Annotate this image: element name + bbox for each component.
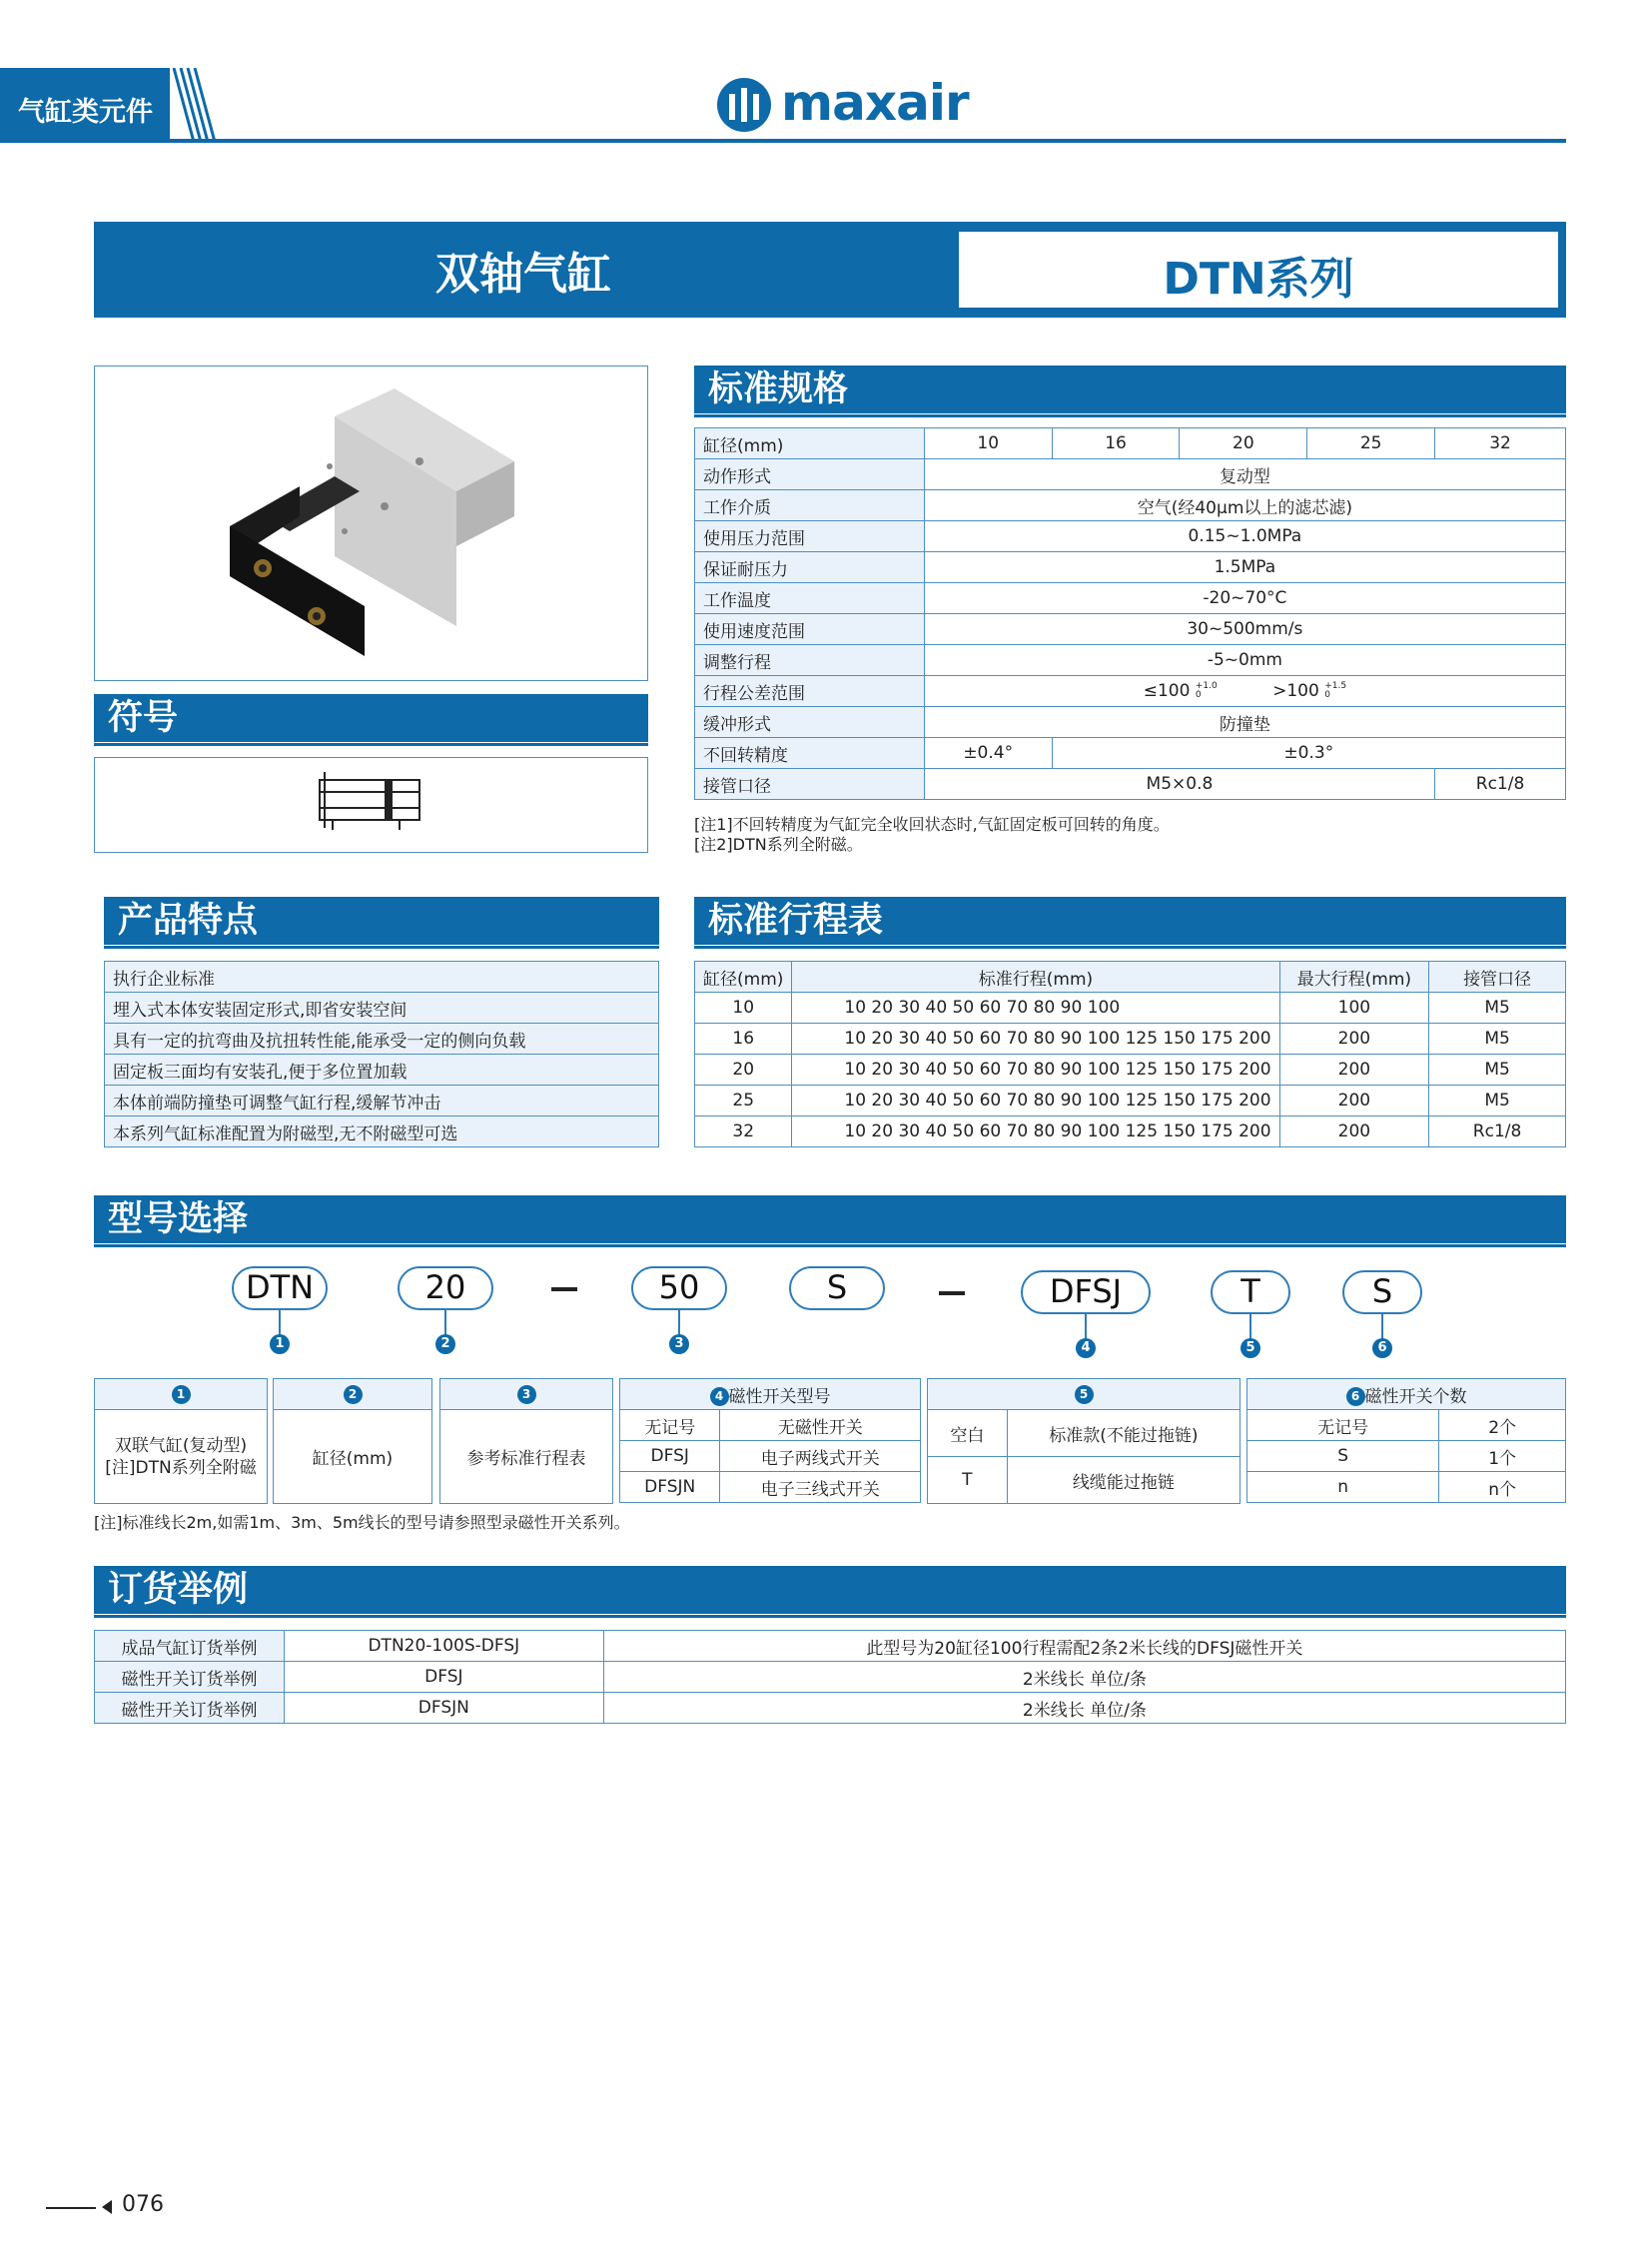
spec-row — [695, 583, 1566, 614]
model-col2-table — [273, 1378, 432, 1504]
series-title: DTN系列 — [1163, 254, 1354, 305]
feature-item: 本体前端防撞垫可调整气缸行程,缓解节冲击 — [105, 1086, 659, 1117]
symbol-heading: 符号 — [94, 694, 648, 742]
spec-value: 空气(经40μm以上的滤芯滤) — [924, 490, 1565, 521]
order-cell: 磁性开关订货举例 — [95, 1662, 285, 1693]
spec-label: 缓冲形式 — [695, 707, 925, 738]
col6-title: 磁性开关个数 — [1364, 1386, 1467, 1407]
connector-line — [279, 1310, 281, 1336]
connector-line — [1249, 1314, 1251, 1340]
spec-value: 复动型 — [924, 459, 1565, 490]
feature-item: 具有一定的抗弯曲及抗扭转性能,能承受一定的侧向负载 — [105, 1024, 659, 1055]
spec-value: M5×0.8 — [924, 769, 1434, 800]
col6-number: 6 — [1346, 1387, 1365, 1406]
stroke-header: 缸径(mm) — [695, 962, 792, 993]
model-col4-table — [619, 1378, 921, 1503]
model-col5-table — [927, 1378, 1240, 1504]
col6-cell: n个 — [1439, 1472, 1566, 1503]
stroke-row — [695, 1117, 1566, 1147]
spec-value: 30~500mm/s — [924, 614, 1565, 645]
spec-label: 动作形式 — [695, 459, 925, 490]
connector-line — [1381, 1314, 1383, 1340]
order-table — [94, 1630, 1566, 1724]
category-label: 气缸类元件 — [18, 97, 153, 128]
col6-cell: 1个 — [1439, 1441, 1566, 1472]
spec-note: [注1]不回转精度为气缸完全收回状态时,气缸固定板可回转的角度。 — [694, 815, 1170, 834]
marker-6: 6 — [1372, 1338, 1392, 1358]
col6-cell: 无记号 — [1247, 1410, 1439, 1441]
spec-value: -20~70°C — [924, 583, 1565, 614]
stroke-cell: 100 — [1279, 993, 1429, 1024]
footer-rule — [46, 2207, 96, 2209]
symbol-frame — [94, 757, 648, 853]
spec-row — [695, 521, 1566, 552]
separator-dash — [551, 1287, 577, 1291]
stroke-cell: 200 — [1279, 1024, 1429, 1055]
stroke-header: 接管口径 — [1429, 962, 1566, 993]
col5-cell: 空白 — [928, 1410, 1008, 1457]
spec-bore-value: 25 — [1307, 428, 1435, 459]
connector-line — [444, 1310, 446, 1336]
model-code-bore: 20 — [398, 1266, 493, 1310]
spec-tolerance-value — [924, 676, 1565, 707]
tolerance-b-sub: 0 — [1324, 690, 1330, 700]
stroke-cell: 10 — [695, 993, 792, 1024]
col5-number: 5 — [1075, 1385, 1094, 1404]
spec-label: 工作温度 — [695, 583, 925, 614]
spec-bore-value: 32 — [1435, 428, 1566, 459]
spec-row — [695, 738, 1566, 769]
stroke-cell: 20 — [695, 1055, 792, 1086]
order-cell: 磁性开关订货举例 — [95, 1693, 285, 1724]
pneumatic-symbol-icon — [95, 758, 646, 851]
stroke-cell: 32 — [695, 1117, 792, 1147]
page-arrow-icon — [102, 2200, 112, 2214]
tolerance-a-sup: +1.0 — [1195, 681, 1218, 691]
stroke-cell: 25 — [695, 1086, 792, 1117]
spec-row — [695, 707, 1566, 738]
spec-note: [注2]DTN系列全附磁。 — [694, 835, 863, 854]
col5-cell: T — [928, 1457, 1008, 1504]
order-cell: DFSJ — [284, 1662, 603, 1693]
col4-title: 磁性开关型号 — [728, 1386, 831, 1407]
stroke-cell: M5 — [1429, 1024, 1566, 1055]
page-number: 076 — [122, 2192, 164, 2217]
stroke-cell: M5 — [1429, 1086, 1566, 1117]
model-heading: 型号选择 — [94, 1195, 1566, 1243]
product-title: 双轴气缸 — [435, 249, 611, 300]
spec-bore-value: 10 — [924, 428, 1052, 459]
features-table — [104, 961, 659, 1147]
spec-value: 0.15~1.0MPa — [924, 521, 1565, 552]
col4-cell: DFSJN — [620, 1472, 720, 1503]
connector-line — [1085, 1314, 1087, 1340]
model-code-stroke: 50 — [631, 1266, 727, 1310]
stroke-cell: 16 — [695, 1024, 792, 1055]
col6-cell: S — [1247, 1441, 1439, 1472]
col5-cell: 标准款(不能过拖链) — [1007, 1410, 1239, 1457]
spec-label: 工作介质 — [695, 490, 925, 521]
model-col1-table — [94, 1378, 268, 1504]
features-heading: 产品特点 — [104, 897, 659, 945]
stroke-cell: Rc1/8 — [1429, 1117, 1566, 1147]
col4-cell: 无记号 — [620, 1410, 720, 1441]
col1-line2: [注]DTN系列全附磁 — [105, 1457, 257, 1478]
separator-dash — [939, 1291, 965, 1295]
col4-number: 4 — [710, 1387, 729, 1406]
col6-cell: n — [1247, 1472, 1439, 1503]
spec-label: 使用速度范围 — [695, 614, 925, 645]
tolerance-a: ≤100 — [1143, 681, 1191, 701]
feature-item: 执行企业标准 — [105, 962, 659, 993]
spec-label: 不回转精度 — [695, 738, 925, 769]
marker-3: 3 — [669, 1334, 689, 1354]
stroke-row — [695, 1055, 1566, 1086]
order-row — [95, 1631, 1566, 1662]
marker-1: 1 — [270, 1334, 290, 1354]
spec-row — [695, 552, 1566, 583]
col2-text: 缸径(mm) — [274, 1410, 432, 1504]
spec-bore-value: 20 — [1180, 428, 1307, 459]
spec-row — [695, 645, 1566, 676]
stroke-header: 最大行程(mm) — [1279, 962, 1429, 993]
brand-logo-icon — [715, 76, 773, 134]
order-cell: 2米线长 单位/条 — [603, 1662, 1565, 1693]
spec-value: 1.5MPa — [924, 552, 1565, 583]
col4-cell: DFSJ — [620, 1441, 720, 1472]
order-cell: 成品气缸订货举例 — [95, 1631, 285, 1662]
order-cell: 此型号为20缸径100行程需配2条2米长线的DFSJ磁性开关 — [603, 1631, 1565, 1662]
stroke-cell: M5 — [1429, 993, 1566, 1024]
feature-item: 埋入式本体安装固定形式,即省安装空间 — [105, 993, 659, 1024]
spec-value: Rc1/8 — [1435, 769, 1566, 800]
spec-value: -5~0mm — [924, 645, 1565, 676]
spec-value: 防撞垫 — [924, 707, 1565, 738]
stroke-cell: 200 — [1279, 1055, 1429, 1086]
spec-label: 接管口径 — [695, 769, 925, 800]
tab-stripes — [150, 68, 220, 142]
spec-label: 使用压力范围 — [695, 521, 925, 552]
col2-number: 2 — [344, 1385, 363, 1404]
stroke-cell: 200 — [1279, 1086, 1429, 1117]
spec-heading: 标准规格 — [694, 366, 1566, 413]
spec-bore-value: 16 — [1052, 428, 1180, 459]
stripes-graphic — [150, 68, 220, 142]
stroke-cell: 10 20 30 40 50 60 70 80 90 100 125 150 175 200 — [792, 1055, 1279, 1086]
order-cell: 2米线长 单位/条 — [603, 1693, 1565, 1724]
spec-bore-label: 缸径(mm) — [695, 428, 925, 459]
order-row — [95, 1693, 1566, 1724]
model-note: [注]标准线长2m,如需1m、3m、5m线长的型号请参照型录磁性开关系列。 — [94, 1513, 630, 1532]
stroke-header: 标准行程(mm) — [792, 962, 1279, 993]
feature-item: 固定板三面均有安装孔,便于多位置加载 — [105, 1055, 659, 1086]
stroke-row — [695, 1086, 1566, 1117]
stroke-cell: 200 — [1279, 1117, 1429, 1147]
stroke-cell: 10 20 30 40 50 60 70 80 90 100 125 150 175 200 — [792, 1117, 1279, 1147]
stroke-cell: 10 20 30 40 50 60 70 80 90 100 125 150 175 200 — [792, 1024, 1279, 1055]
col1-line1: 双联气缸(复动型) — [114, 1435, 248, 1456]
model-code-switch: DFSJ — [1021, 1270, 1151, 1314]
order-row — [95, 1662, 1566, 1693]
header-rule — [0, 139, 1566, 143]
tolerance-a-sub: 0 — [1195, 690, 1202, 700]
stroke-table — [694, 961, 1566, 1147]
spec-row — [695, 490, 1566, 521]
col3-text: 参考标准行程表 — [440, 1410, 613, 1504]
col3-number: 3 — [517, 1385, 536, 1404]
tolerance-b-sup: +1.5 — [1324, 681, 1347, 691]
col5-cell: 线缆能过拖链 — [1007, 1457, 1239, 1504]
stroke-heading: 标准行程表 — [694, 897, 1566, 945]
order-cell: DFSJN — [284, 1693, 603, 1724]
model-code-series: DTN — [232, 1266, 328, 1310]
model-code-cable: T — [1211, 1270, 1290, 1314]
order-heading: 订货举例 — [94, 1566, 1566, 1614]
col4-cell: 电子两线式开关 — [720, 1441, 921, 1472]
marker-4: 4 — [1076, 1338, 1096, 1358]
cylinder-product-image — [95, 367, 646, 679]
stroke-cell: M5 — [1429, 1055, 1566, 1086]
connector-line — [678, 1310, 680, 1336]
model-col3-table — [439, 1378, 613, 1504]
marker-5: 5 — [1240, 1338, 1260, 1358]
model-col6-table — [1246, 1378, 1566, 1503]
spec-row — [695, 769, 1566, 800]
col1-number: 1 — [172, 1385, 191, 1404]
col4-cell: 电子三线式开关 — [720, 1472, 921, 1503]
spec-value: ±0.4° — [924, 738, 1052, 769]
stroke-cell: 10 20 30 40 50 60 70 80 90 100 125 150 175 200 — [792, 1086, 1279, 1117]
spec-tolerance-row — [695, 676, 1566, 707]
spec-label: 调整行程 — [695, 645, 925, 676]
spec-row — [695, 614, 1566, 645]
spec-label: 行程公差范围 — [695, 676, 925, 707]
col6-cell: 2个 — [1439, 1410, 1566, 1441]
order-cell: DTN20-100S-DFSJ — [284, 1631, 603, 1662]
model-code-magnet: S — [789, 1266, 885, 1310]
stroke-cell: 10 20 30 40 50 60 70 80 90 100 — [792, 993, 1279, 1024]
spec-row — [695, 459, 1566, 490]
spec-value: ±0.3° — [1052, 738, 1565, 769]
stroke-row — [695, 1024, 1566, 1055]
feature-item: 本系列气缸标准配置为附磁型,无不附磁型可选 — [105, 1117, 659, 1147]
stroke-row — [695, 993, 1566, 1024]
spec-bore-row — [695, 428, 1566, 459]
marker-2: 2 — [435, 1334, 455, 1354]
brand-name: maxair — [781, 74, 969, 132]
spec-table — [694, 427, 1566, 800]
brand-logo — [715, 74, 969, 136]
col4-cell: 无磁性开关 — [720, 1410, 921, 1441]
model-code-count: S — [1342, 1270, 1422, 1314]
spec-label: 保证耐压力 — [695, 552, 925, 583]
tolerance-b: >100 — [1272, 681, 1319, 701]
product-image-frame — [94, 366, 648, 681]
